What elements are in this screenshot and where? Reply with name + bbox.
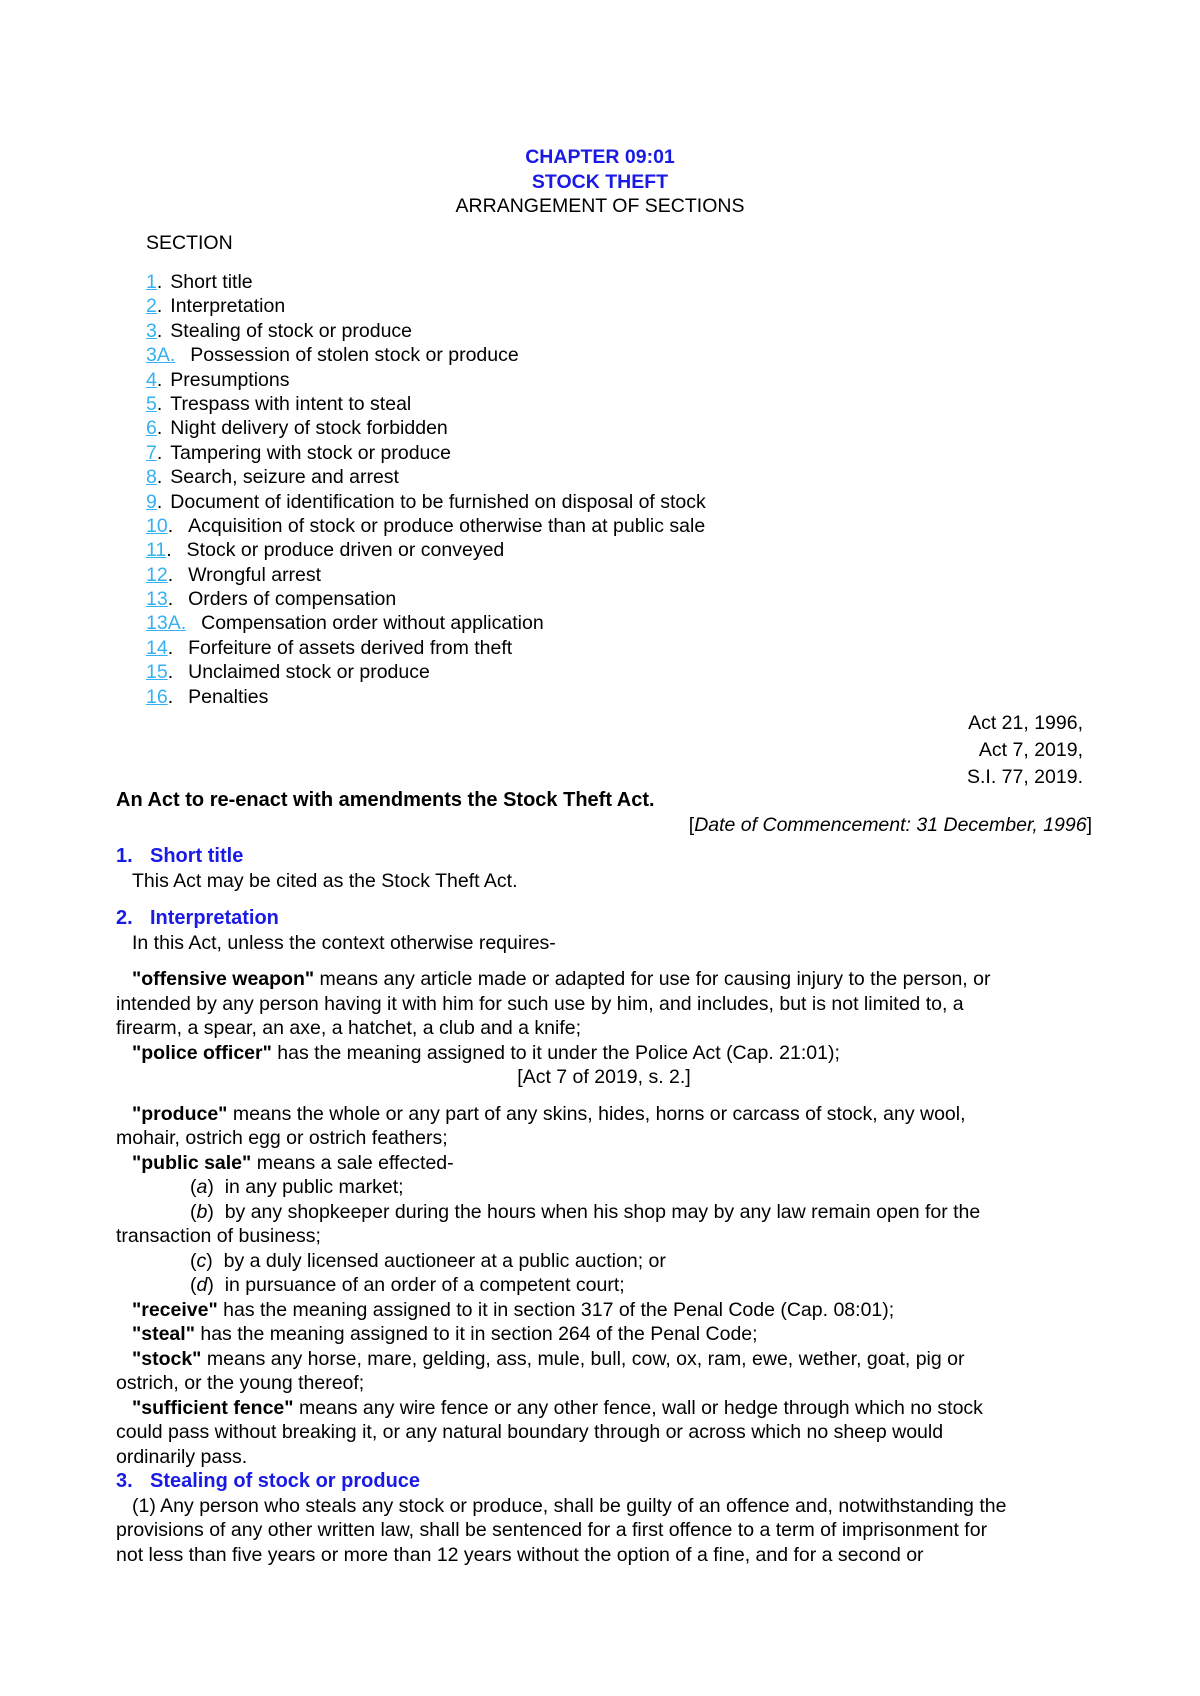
toc-separator: . [156, 441, 163, 464]
toc-section-link[interactable]: 3 [146, 319, 157, 342]
defined-term: "receive" [132, 1298, 218, 1321]
paragraph-label: b [196, 1200, 208, 1223]
definition-text: means any wire fence or any other fence, wall or hedge through which no stock [293, 1396, 983, 1419]
toc-item [146, 660, 706, 684]
definition-stock [116, 1347, 1092, 1372]
chapter-header [0, 145, 1200, 219]
toc-separator: . [166, 539, 172, 562]
toc-section-link[interactable]: 13A. [146, 612, 187, 635]
toc-separator: . [167, 661, 174, 684]
section-number: 3. [116, 1470, 133, 1492]
defined-term: "steal" [132, 1323, 195, 1345]
section-heading-interpretation [116, 906, 1092, 931]
definition-text: means the whole or any part of any skins, hides, horns or carcass of stock, any wool, [227, 1102, 966, 1125]
toc-section-title: Wrongful arrest [188, 563, 322, 586]
definition-public-sale [116, 1151, 1092, 1176]
paragraph-text: in pursuance of an order of a competent court; [224, 1274, 625, 1296]
toc-section-title: Night delivery of stock forbidden [170, 417, 448, 440]
paragraph-continuation: transaction of business; [116, 1225, 321, 1247]
definition-offensive-weapon [116, 967, 1092, 992]
act-citations [967, 711, 1083, 792]
toc-section-title: Trespass with intent to steal [170, 392, 412, 415]
definition-text: intended by any person having it with him for such use by him, and includes, but is not limited to, a [116, 992, 964, 1015]
definition-steal [116, 1322, 1092, 1347]
toc-section-title: Unclaimed stock or produce [188, 661, 430, 684]
definition-produce [116, 1102, 1092, 1127]
amendment-note: [Act 7 of 2019, s. 2.] [517, 1066, 691, 1088]
bracket-open: [ [688, 813, 695, 836]
definition-text: ordinarily pass. [116, 1445, 248, 1468]
toc-section-title: Search, seizure and arrest [170, 466, 399, 489]
toc-item [146, 685, 706, 709]
toc-item [146, 368, 706, 392]
paragraph-label: d [196, 1274, 208, 1296]
definition-police-officer [116, 1041, 1092, 1066]
defined-term: "offensive weapon" [132, 968, 315, 990]
toc-section-title: Short title [170, 271, 253, 293]
toc-item [146, 636, 706, 660]
toc-separator: . [156, 368, 163, 391]
defined-term: "produce" [132, 1102, 228, 1125]
toc-section-title: Stock or produce driven or conveyed [186, 539, 505, 562]
toc-separator: . [156, 271, 163, 293]
toc-item [146, 514, 706, 538]
paragraph-item: (b) by any shopkeeper during the hours when his shop may by any law remain open for the [190, 1200, 981, 1223]
definition-text: means a sale effected- [251, 1151, 454, 1174]
section-number: 1. [116, 845, 133, 867]
definition-text: means any article made or adapted for use for causing injury to the person, or [314, 968, 991, 990]
long-title: An Act to re-enact with amendments the Stock Theft Act. [116, 789, 655, 811]
subsection-text: not less than five years or more than 12 years without the option of a fine, and for a second or [116, 1543, 924, 1566]
paragraph-label: a [196, 1176, 208, 1198]
toc-separator: . [156, 490, 163, 513]
toc-item [146, 319, 706, 343]
toc-section-title: Compensation order without application [201, 612, 544, 635]
toc-separator: . [167, 685, 174, 708]
toc-item [146, 343, 706, 367]
toc-section-link[interactable]: 15 [146, 661, 168, 684]
paragraph-item: (c) by a duly licensed auctioneer at a public auction; or [190, 1249, 666, 1272]
toc-item [146, 538, 706, 562]
section-heading-text: Interpretation [150, 907, 279, 929]
toc-section-title: Stealing of stock or produce [170, 319, 413, 342]
definition-text: has the meaning assigned to it in section 264 of the Penal Code; [194, 1323, 758, 1345]
bracket-close: ] [1086, 813, 1092, 836]
toc-item [146, 392, 706, 416]
toc-separator: . [156, 417, 163, 440]
toc-separator: . [167, 514, 174, 537]
toc-section-link[interactable]: 2 [146, 295, 157, 318]
toc-separator: . [167, 563, 174, 586]
toc-section-title: Interpretation [170, 295, 286, 318]
commencement-text: Date of Commencement: 31 December, 1996 [694, 813, 1087, 836]
toc-section-title: Presumptions [170, 368, 290, 391]
toc-item [146, 270, 706, 294]
definition-sufficient-fence [116, 1396, 1092, 1421]
section-number: 2. [116, 907, 133, 929]
toc-section-title: Orders of compensation [188, 588, 397, 611]
toc-separator: . [156, 319, 163, 342]
section-heading-short-title [116, 844, 1092, 869]
citation-line: Act 21, 1996, [968, 712, 1083, 734]
section-heading-stealing [116, 1469, 1092, 1494]
defined-term: "sufficient fence" [132, 1396, 294, 1419]
toc-section-link[interactable]: 8 [146, 466, 157, 489]
toc-section-link[interactable]: 4 [146, 368, 157, 391]
chapter-title: STOCK THEFT [531, 170, 669, 193]
toc-section-title: Document of identification to be furnished on disposal of stock [170, 490, 706, 513]
toc-section-link[interactable]: 10 [146, 514, 168, 537]
toc-item [146, 587, 706, 611]
toc-item [146, 490, 706, 514]
definition-text: firearm, a spear, an axe, a hatchet, a club and a knife; [116, 1017, 582, 1039]
toc-item [146, 611, 706, 635]
paragraph-text: by any shopkeeper during the hours when his shop may by any law remain open for the [224, 1200, 981, 1223]
toc-section-link[interactable]: 14 [146, 636, 168, 659]
toc-section-link[interactable]: 12 [146, 563, 168, 586]
citation-line: Act 7, 2019, [978, 739, 1083, 761]
toc-separator: . [156, 392, 163, 415]
toc-separator: . [156, 295, 163, 318]
toc-section-link[interactable]: 16 [146, 685, 168, 708]
toc-item [146, 416, 706, 440]
section-column-label: SECTION [146, 232, 233, 254]
toc-section-link[interactable]: 1 [146, 271, 157, 293]
toc-section-title: Penalties [188, 685, 269, 708]
toc-item [146, 294, 706, 318]
defined-term: "police officer" [132, 1041, 272, 1064]
subsection-text: (1) Any person who steals any stock or produce, shall be guilty of an offence and, notwithstanding the [132, 1494, 1007, 1517]
arrangement-heading: ARRANGEMENT OF SECTIONS [455, 195, 745, 217]
definition-text: ostrich, or the young thereof; [116, 1372, 365, 1394]
toc-section-link[interactable]: 9 [146, 490, 157, 513]
definition-receive [116, 1298, 1092, 1323]
toc-section-link[interactable]: 13 [146, 588, 168, 611]
paragraph-label: c [196, 1249, 207, 1272]
toc-section-title: Tampering with stock or produce [170, 441, 451, 464]
toc-separator: . [167, 636, 174, 659]
citation-line: S.I. 77, 2019. [966, 766, 1083, 788]
commencement-date [116, 813, 1092, 838]
paragraph-text: by a duly licensed auctioneer at a public auction; or [223, 1249, 666, 1272]
toc-section-title: Forfeiture of assets derived from theft [188, 636, 513, 659]
toc-separator: . [167, 588, 174, 611]
defined-term: "stock" [132, 1347, 202, 1370]
toc-section-link[interactable]: 7 [146, 441, 157, 464]
definition-text: mohair, ostrich egg or ostrich feathers; [116, 1127, 448, 1149]
definition-text: means any horse, mare, gelding, ass, mule, bull, cow, ox, ram, ewe, wether, goat, pig or [201, 1347, 965, 1370]
toc-item [146, 465, 706, 489]
toc-section-title: Possession of stolen stock or produce [190, 344, 519, 367]
toc-section-link[interactable]: 3A. [146, 344, 176, 367]
interpretation-intro: In this Act, unless the context otherwise requires- [132, 931, 556, 954]
toc-section-title: Acquisition of stock or produce otherwise than at public sale [188, 514, 706, 537]
toc-item [146, 441, 706, 465]
definition-text: has the meaning assigned to it in section 317 of the Penal Code (Cap. 08:01); [217, 1298, 895, 1321]
section-heading-text: Short title [150, 845, 244, 867]
toc-item [146, 563, 706, 587]
paragraph-item: (a) in any public market; [190, 1176, 404, 1198]
subsection-text: provisions of any other written law, shall be sentenced for a first offence to a term of imprisonment for [116, 1519, 988, 1541]
toc-separator: . [156, 466, 163, 489]
paragraph-item: (d) in pursuance of an order of a competent court; [190, 1274, 625, 1296]
chapter-number: CHAPTER 09:01 [525, 146, 675, 168]
toc-section-link[interactable]: 6 [146, 417, 157, 440]
toc-section-link[interactable]: 11 [146, 539, 167, 562]
defined-term: "public sale" [132, 1151, 252, 1174]
table-of-contents [146, 270, 706, 709]
paragraph-text: in any public market; [224, 1176, 404, 1198]
section-text: This Act may be cited as the Stock Theft Act. [132, 869, 518, 892]
toc-section-link[interactable]: 5 [146, 392, 157, 415]
definition-text: could pass without breaking it, or any natural boundary through or across which no sheep would [116, 1421, 944, 1443]
act-body [116, 788, 1092, 1567]
definition-text: has the meaning assigned to it under the Police Act (Cap. 21:01); [271, 1041, 840, 1064]
section-heading-text: Stealing of stock or produce [150, 1470, 421, 1492]
